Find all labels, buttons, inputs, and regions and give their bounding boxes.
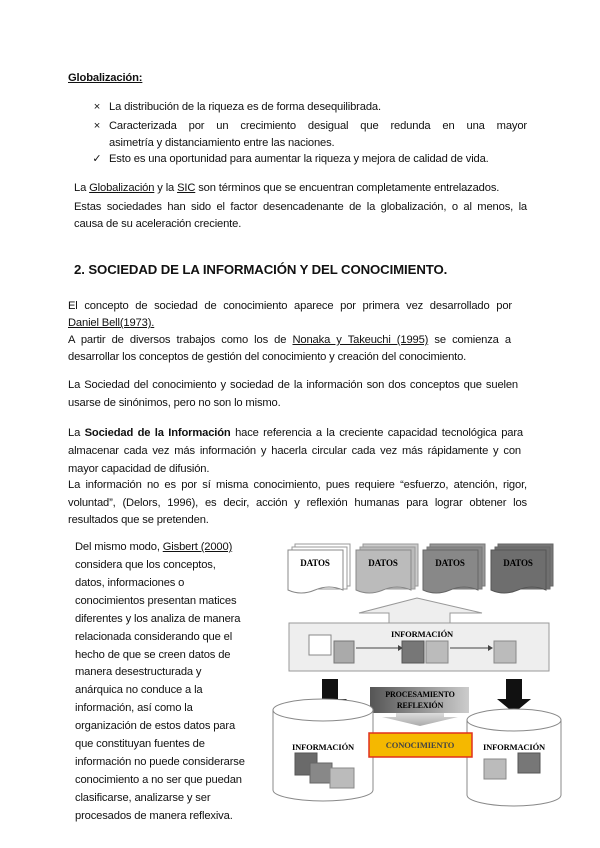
cross-icon: × xyxy=(93,120,101,132)
paragraph-line: usarse de sinónimos, pero no son lo mismo. xyxy=(68,397,281,409)
svg-text:INFORMACIÓN: INFORMACIÓN xyxy=(390,629,454,639)
datos-stack-medium xyxy=(423,544,485,593)
globalizacion-link[interactable]: Globalización xyxy=(89,182,155,194)
section-heading: 2. SOCIEDAD DE LA INFORMACIÓN Y DEL CONOCIMIENTO. xyxy=(74,262,448,277)
side-text-line: considera que los conceptos, xyxy=(75,559,216,571)
datos-stacks xyxy=(288,544,553,593)
svg-text:REFLEXIÓN: REFLEXIÓN xyxy=(396,701,444,710)
svg-text:INFORMACIÓN: INFORMACIÓN xyxy=(482,742,546,752)
bullet-text: Caracterizada por un crecimiento desigual que redunda en una mayor xyxy=(109,120,527,132)
side-text-line: conocimiento a no ser que puedan xyxy=(75,773,242,786)
svg-text:INFORMACIÓN: INFORMACIÓN xyxy=(291,742,355,752)
side-text-line: procesados de manera reflexiva. xyxy=(75,809,233,822)
side-text-line: datos, informaciones o xyxy=(75,576,185,589)
side-text-line: Del mismo modo, Gisbert (2000) xyxy=(75,541,233,553)
cylinder-left xyxy=(273,699,373,801)
paragraph-line: mayor capacidad de difusión. xyxy=(68,463,210,475)
svg-text:PROCESAMIENTO: PROCESAMIENTO xyxy=(385,690,455,699)
paragraph-line: La Sociedad de la Información hace referencia a la creciente capacidad tecnológica para xyxy=(68,427,523,439)
section-title: Globalización: xyxy=(68,72,143,84)
datos-stack-white xyxy=(288,544,350,593)
bullet-text: asimetría y distanciamiento entre las naciones. xyxy=(109,137,335,149)
conocimiento-box xyxy=(369,733,472,757)
up-arrow xyxy=(359,598,482,623)
nonaka-link[interactable]: Nonaka y Takeuchi (1995) xyxy=(292,334,429,346)
side-text-line: conocimientos presentan matices xyxy=(75,594,237,607)
svg-text:DATOS: DATOS xyxy=(300,558,330,568)
paragraph-line: La información no es por sí misma conocimiento, pues requiere “esfuerzo, atención, rigor, xyxy=(68,479,527,491)
bullet-text: Esto es una oportunidad para aumentar la riqueza y mejora de calidad de vida. xyxy=(109,153,489,165)
svg-text:DATOS: DATOS xyxy=(368,558,398,568)
side-text-line: información no puede considerarse xyxy=(75,755,245,768)
check-icon: ✓ xyxy=(92,153,102,165)
side-text-line: hecho de que se creen datos de xyxy=(75,648,231,661)
side-text-line: organización de estos datos para xyxy=(75,720,236,733)
paragraph-line: resultados que se pretenden. xyxy=(68,514,209,526)
information-knowledge-diagram xyxy=(272,535,562,815)
datos-stack-light xyxy=(356,544,418,593)
svg-text:DATOS: DATOS xyxy=(435,558,465,568)
side-text-line: diferentes y los analiza de manera xyxy=(75,612,241,625)
paragraph-line: El concepto de sociedad de conocimiento aparece por primera vez desarrollado por xyxy=(68,300,512,312)
paragraph-line: A partir de diversos trabajos como los de Nonaka y Takeuchi (1995) se comienza a xyxy=(68,334,511,346)
gisbert-link[interactable]: Gisbert (2000) xyxy=(162,541,233,553)
paragraph-line: La Sociedad del conocimiento y sociedad de la información son dos conceptos que suelen xyxy=(68,379,518,391)
down-arrow-right xyxy=(497,679,531,713)
sic-link[interactable]: SIC xyxy=(177,182,196,194)
paragraph-line: voluntad”, (Delors, 1996), es decir, acción y reflexión humanas para lograr obtener los xyxy=(68,497,527,509)
side-text-line: que constituyan fuentes de xyxy=(75,738,205,750)
bullet-text: La distribución de la riqueza es de forma desequilibrada. xyxy=(109,101,381,113)
cross-icon: × xyxy=(93,101,101,113)
side-text-line: anárquica no conduce a la xyxy=(75,684,203,697)
svg-text:CONOCIMIENTO: CONOCIMIENTO xyxy=(385,740,455,750)
cylinder-right xyxy=(467,709,561,806)
informacion-box xyxy=(289,623,549,671)
daniel-bell-link[interactable]: Daniel Bell(1973). xyxy=(68,317,155,329)
datos-stack-dark xyxy=(491,544,553,593)
side-text-line: información, así como la xyxy=(75,702,193,715)
paragraph-line: Estas sociedades han sido el factor desencadenante de la globalización, o al menos, la xyxy=(74,201,527,213)
paragraph-line: almacenar cada vez más información y hacerla circular cada vez más rápidamente y con xyxy=(68,445,521,457)
paragraph: La Globalización y la SIC son términos que se encuentran completamente entrelazados. xyxy=(74,182,500,194)
procesamiento-box xyxy=(370,687,469,726)
side-text-line: manera desestructurada y xyxy=(75,666,202,679)
paragraph-line: desarrollar los conceptos de gestión del conocimiento y creación del conocimiento. xyxy=(68,351,467,363)
side-text-line: clasificarse, analizarse y ser xyxy=(75,791,211,804)
svg-text:DATOS: DATOS xyxy=(503,558,533,568)
paragraph-line: causa de su aceleración creciente. xyxy=(74,218,242,230)
side-text-line: relacionada considerando que el xyxy=(75,630,233,643)
